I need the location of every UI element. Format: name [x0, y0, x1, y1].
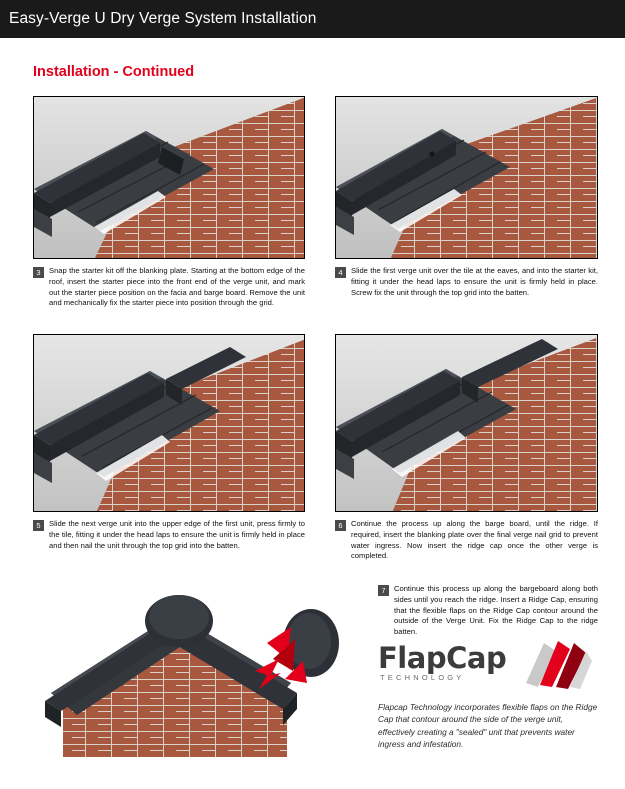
next-verge-unit-illustration — [34, 335, 305, 512]
starter-kit-illustration — [34, 97, 305, 259]
step-number-6: 6 — [335, 520, 346, 531]
flapcap-logo — [378, 637, 598, 693]
step-number-4: 4 — [335, 267, 346, 278]
step-text-3: Snap the starter kit off the blanking plate. Starting at the bottom edge of the roof, insert the starter piece into the front end of the verge unit, and mark out the starter piece position on the facia and barge board. Remove the unit and mechanically fix the starter piece into position through the grid. — [49, 266, 305, 308]
flapcap-description: Flapcap Technology incorporates flexible flaps on the Ridge Cap that contour around the side of the verge unit, effectively creating a "sealed" unit that prevents water ingress and infestation. — [378, 702, 598, 750]
first-verge-unit-illustration — [336, 97, 598, 259]
step-text-6: Continue the process up along the barge board, until the ridge. If required, insert the blanking plate over the final verge nail grid to prevent water ingress. Now insert the ridge cap once the other verge is completed. — [351, 519, 598, 561]
page-title: Easy-Verge U Dry Verge System Installation — [9, 10, 317, 27]
figure-step-4 — [335, 96, 598, 259]
caption-step-3 — [33, 266, 305, 309]
figure-step-7 — [33, 575, 360, 757]
caption-step-7 — [378, 584, 598, 638]
flapcap-wordmark — [378, 641, 506, 675]
section-heading: Installation - Continued — [33, 64, 195, 80]
flapcap-word-cap: Cap — [446, 641, 507, 675]
figure-step-5 — [33, 334, 305, 512]
figure-step-6 — [335, 334, 598, 512]
step-text-4: Slide the first verge unit over the tile at the eaves, and into the starter kit, fitting it under the head laps to ensure the unit is firmly held in place. Screw fix the unit through the top grid into the batten. — [351, 266, 598, 297]
caption-step-4 — [335, 266, 598, 298]
step-number-7: 7 — [378, 585, 389, 596]
verge-run-to-ridge-illustration — [336, 335, 598, 512]
flapcap-tagline: TECHNOLOGY — [380, 673, 465, 682]
step-text-5: Slide the next verge unit into the upper edge of the first unit, press firmly to the tile, fitting it under the head laps to ensure the unit is firmly held in place and then nail the unit through the top grid into the batten. — [49, 519, 305, 550]
flapcap-branding — [378, 637, 598, 751]
ridge-cap-illustration — [33, 575, 360, 757]
caption-step-6 — [335, 519, 598, 562]
step-text-7: Continue this process up along the bargeboard along both sides until you reach the ridge. Insert a Ridge Cap, ensuring that the flexible flaps on the Ridge Cap contour around the outside of the Verge Unit. Fix the Ridge Cap to the ridge batten. — [394, 584, 598, 637]
flapcap-flaps-icon — [518, 637, 592, 689]
flapcap-word-flap: Flap — [378, 641, 447, 675]
caption-step-5 — [33, 519, 305, 551]
step-number-3: 3 — [33, 267, 44, 278]
page-header — [0, 0, 625, 38]
figure-step-3 — [33, 96, 305, 259]
step-number-5: 5 — [33, 520, 44, 531]
